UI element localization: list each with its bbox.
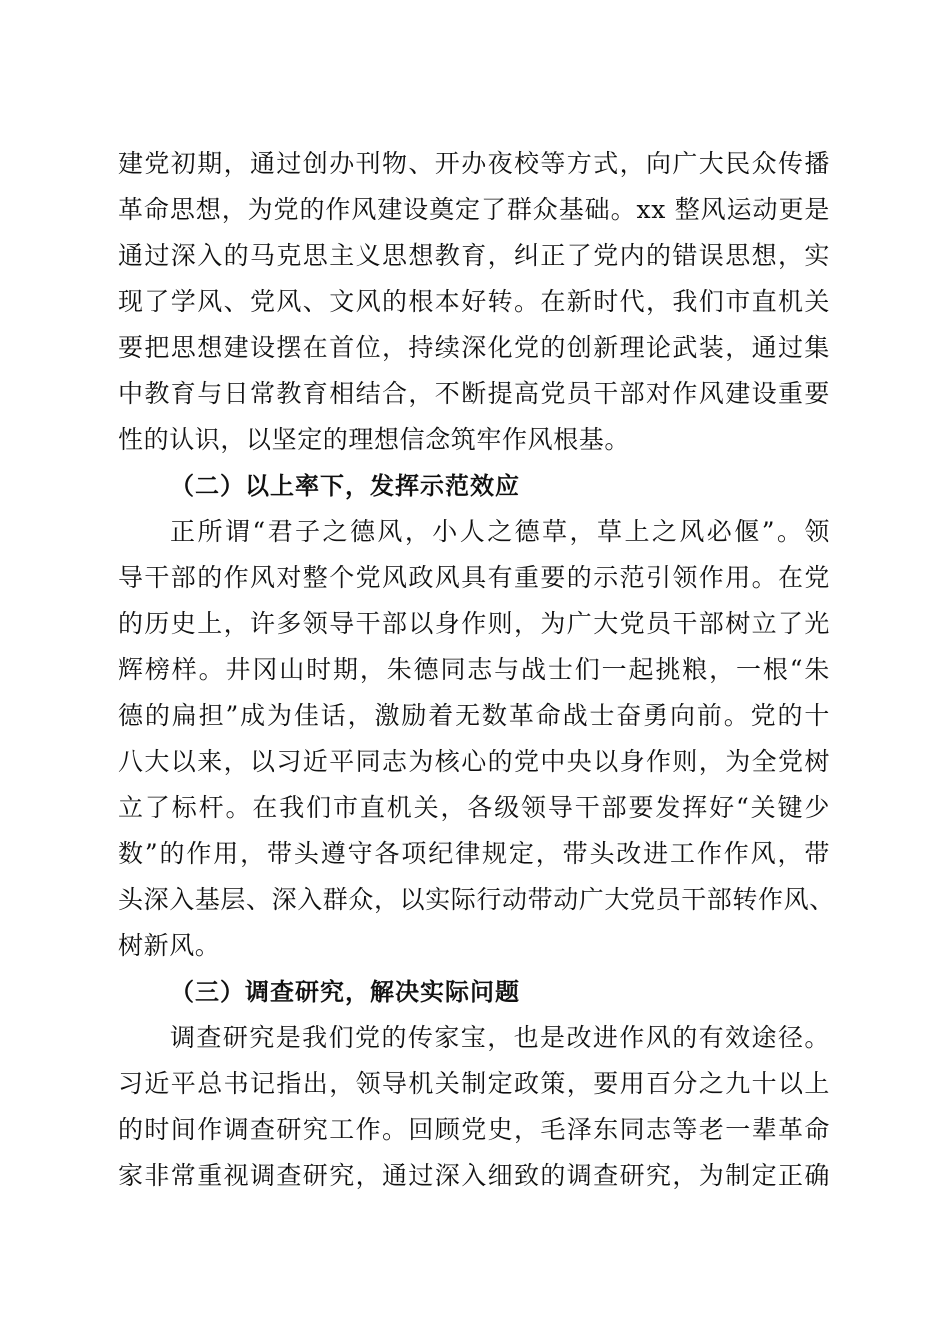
paragraph-line: 通过深入的马克思主义思想教育，纠正了党内的错误思想，实: [118, 241, 830, 270]
paragraph-line: 的时间作调查研究工作。回顾党史，毛泽东同志等老一辈革命: [118, 1115, 830, 1144]
paragraph-line: 头深入基层、深入群众，以实际行动带动广大党员干部转作风、: [118, 885, 835, 914]
document-body: [118, 141, 835, 1199]
paragraph-line: 德的扁担”成为佳话，激励着无数革命战士奋勇向前。党的十: [118, 701, 830, 730]
paragraph-line: 八大以来，以习近平同志为核心的党中央以身作则，为全党树: [118, 747, 830, 776]
paragraph-line: 建党初期，通过创办刊物、开办夜校等方式，向广大民众传播: [118, 149, 830, 178]
paragraph-line: 树新风。: [118, 931, 221, 960]
paragraph-line: 正所谓“君子之德风，小人之德草，草上之风必偃”。领: [170, 517, 830, 546]
section-heading: （二）以上率下，发挥示范效应: [170, 472, 520, 500]
paragraph-line: 革命思想，为党的作风建设奠定了群众基础。xx 整风运动更是: [118, 195, 830, 224]
paragraph-line: 导干部的作风对整个党风政风具有重要的示范引领作用。在党: [118, 563, 830, 592]
paragraph-line: 立了标杆。在我们市直机关，各级领导干部要发挥好“关键少: [118, 793, 830, 822]
paragraph-line: 要把思想建设摆在首位，持续深化党的创新理论武装，通过集: [118, 333, 830, 362]
paragraph-line: 现了学风、党风、文风的根本好转。在新时代，我们市直机关: [118, 287, 830, 316]
paragraph-line: 调查研究是我们党的传家宝，也是改进作风的有效途径。: [170, 1023, 830, 1052]
paragraph-line: 中教育与日常教育相结合，不断提高党员干部对作风建设重要: [118, 379, 830, 408]
paragraph-line: 辉榜样。井冈山时期，朱德同志与战士们一起挑粮，一根“朱: [118, 655, 830, 684]
paragraph-line: 的历史上，许多领导干部以身作则，为广大党员干部树立了光: [118, 609, 830, 638]
paragraph-line: 家非常重视调查研究，通过深入细致的调查研究，为制定正确: [118, 1161, 830, 1190]
paragraph-line: 性的认识，以坚定的理想信念筑牢作风根基。: [118, 425, 631, 454]
paragraph-line: 习近平总书记指出，领导机关制定政策，要用百分之九十以上: [118, 1069, 830, 1098]
paragraph-line: 数”的作用，带头遵守各项纪律规定，带头改进工作作风，带: [118, 839, 830, 868]
section-heading: （三）调查研究，解决实际问题: [170, 978, 520, 1006]
